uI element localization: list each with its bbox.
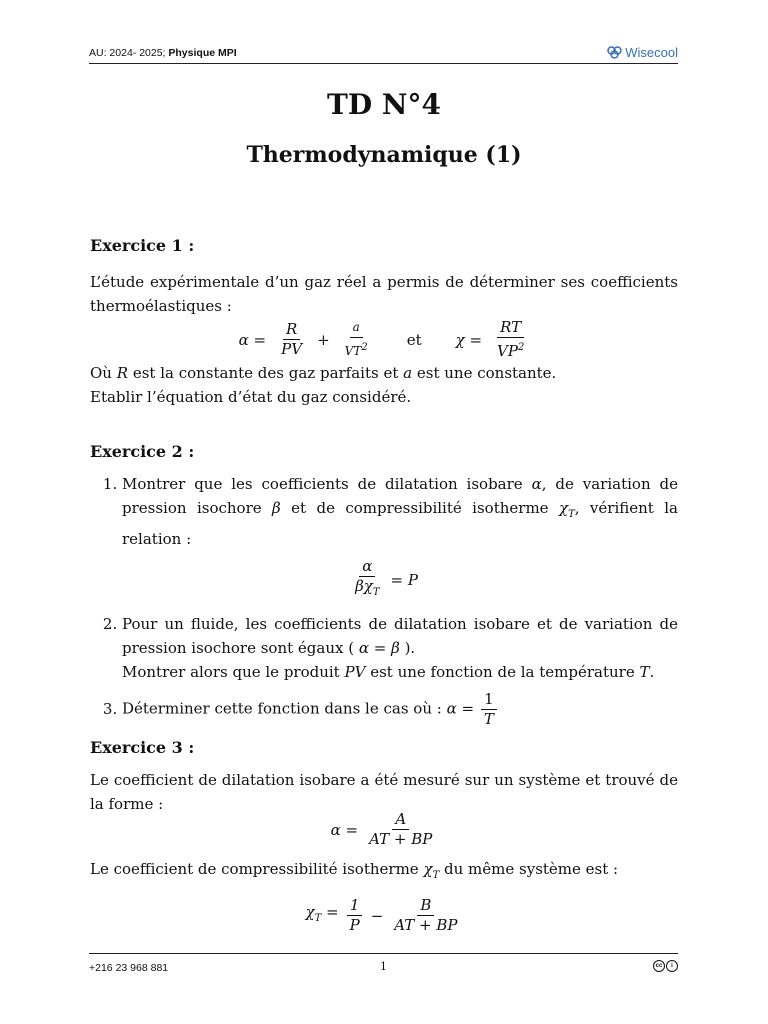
- exercise-3-alpha-formula: α = $\frac{A}{AT + BP}$: [330, 810, 433, 848]
- exercise-2-relation: $\frac{\alpha}{\beta\chi_T}$ = P: [355, 557, 418, 598]
- page-subtitle: Thermodynamique (1): [246, 142, 522, 168]
- creative-commons-icon: cc i: [653, 960, 678, 972]
- exercise-2: [90, 440, 678, 729]
- page-header: [89, 44, 678, 64]
- exercise-1-note: Où R est la constante des gaz parfaits et a est une constante.: [90, 364, 557, 382]
- exercise-2-item-1: 1. Montrer que les coefficients de dilatation isobare α, de variation de pression isochore β et de compressibilité isotherme $\chi_T$, vérifient la relation : $\frac{\alpha}{\beta\chi_T}$ = P: [122, 472, 678, 602]
- footer-phone: +216 23 968 881: [89, 962, 169, 974]
- exercise-2-item-3: 3. Déterminer cette fonction dans le cas où : α = $\frac{1}{T}$: [122, 690, 678, 729]
- exercise-2-heading: Exercice 2 :: [90, 442, 195, 461]
- brand-logo: Wisecool: [607, 45, 678, 60]
- header-course-info: AU: 2024- 2025; Physique MPI: [89, 47, 237, 59]
- exercise-2-item-2: 2. Pour un fluide, les coefficients de dilatation isobare et de variation de pression isochore sont égaux ( α = β ). Montrer alors que le produit PV est une fonction de la température T.: [122, 612, 678, 684]
- exercise-3-line-2: Le coefficient de compressibilité isotherme $\chi_T$ du même système est :: [90, 860, 619, 881]
- exercise-1-heading: Exercice 1 :: [90, 236, 195, 255]
- exercise-1-formulas: α = $\frac{R}{PV}$ + $\frac{a}{VT^2}$ et χ = $\frac{RT}{VP^2}$: [238, 318, 525, 360]
- page-title: TD N°4: [327, 88, 441, 121]
- exercise-3-chi-formula: $\chi_T$ = $\frac{1}{P}$ − $\frac{B}{AT + BP}$: [305, 896, 458, 934]
- exercise-1-intro: L’étude expérimentale d’un gaz réel a permis de déterminer ses coefficients thermoélastiques :: [90, 273, 678, 315]
- wisecool-logo-icon: [607, 46, 622, 59]
- exercise-3-intro: Le coefficient de dilatation isobare a été mesuré sur un système et trouvé de la forme :: [90, 771, 678, 813]
- exercise-2-list: [90, 472, 678, 729]
- exercise-1: [90, 234, 678, 409]
- page-footer: [89, 953, 678, 978]
- exercise-1-task: Etablir l’équation d’état du gaz considéré.: [90, 388, 412, 406]
- exercise-3: [90, 736, 678, 935]
- page-number: 1: [380, 960, 387, 973]
- exercise-3-heading: Exercice 3 :: [90, 738, 195, 757]
